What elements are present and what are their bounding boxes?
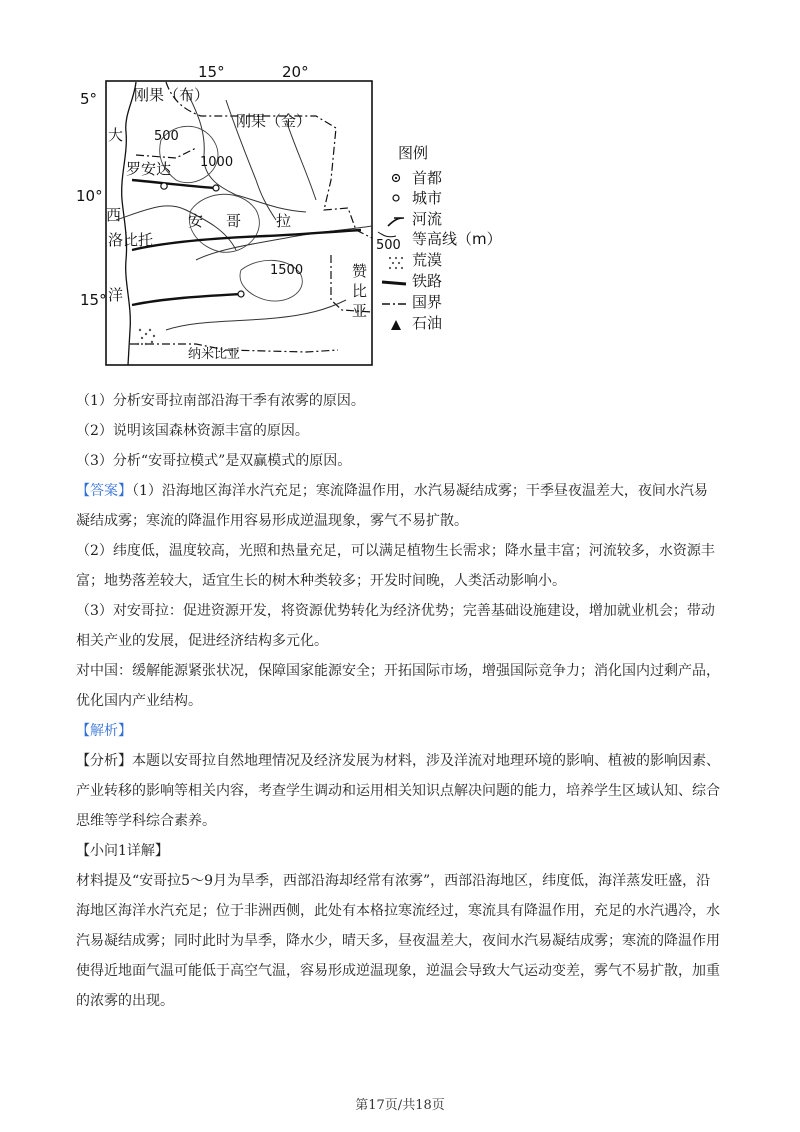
legend-label-city: 城市 bbox=[412, 189, 443, 207]
label-luanda: 罗安达 bbox=[126, 160, 172, 178]
river-5 bbox=[166, 300, 346, 330]
contour-label-500: 500 bbox=[154, 129, 179, 144]
legend-contour-value: 500 bbox=[376, 238, 401, 253]
lon-label-15: 15° bbox=[198, 63, 225, 81]
answer-line-6: 相关产业的发展，促进经济结构多元化。 bbox=[76, 633, 328, 649]
detail-line-4: 使得近地面气温可能低于高空气温，容易形成逆温现象，逆温会导致大气运动变差，雾气不易扩散，加重 bbox=[76, 963, 720, 979]
answer-line-7: 对中国：缓解能源紧张状况，保障国家能源安全；开拓国际市场，增强国际竞争力；消化国内过剩产品， bbox=[76, 663, 720, 679]
railway-1 bbox=[132, 180, 216, 188]
label-lobito: 洛比托 bbox=[108, 231, 154, 249]
label-zambia-1: 赞 bbox=[352, 262, 368, 280]
label-congo-b: 刚果（布） bbox=[134, 86, 210, 104]
railway-icon bbox=[382, 282, 406, 284]
answer-tag: 【答案】 bbox=[76, 483, 132, 499]
oil-icon bbox=[391, 320, 401, 330]
angola-map bbox=[76, 60, 516, 370]
label-zambia-3: 亚 bbox=[352, 302, 368, 320]
legend-label-contour: 等高线（m） bbox=[412, 230, 502, 248]
city-icon bbox=[393, 195, 399, 201]
railway-2 bbox=[132, 230, 361, 250]
detail-tag: 【小问1详解】 bbox=[76, 843, 169, 859]
map-figure bbox=[76, 60, 516, 370]
desert-icon bbox=[389, 257, 403, 269]
analysis-tag: 【解析】 bbox=[76, 723, 132, 739]
answer-line-3: （2）纬度低，温度较高，光照和热量充足，可以满足植物生长需求；降水量丰富；河流较多，水资源丰 bbox=[76, 543, 715, 559]
label-ocean-2: 西 bbox=[106, 206, 122, 224]
analysis-line-1: 【分析】本题以安哥拉自然地理情况及经济发展为材料，涉及洋流对地理环境的影响、植被的影响因素、 bbox=[76, 753, 720, 769]
legend-title: 图例 bbox=[398, 144, 429, 162]
analysis-line-3: 思维等学科综合素养。 bbox=[76, 813, 216, 829]
city-marker bbox=[238, 291, 244, 297]
legend-label-border: 国界 bbox=[412, 293, 443, 311]
legend-label-capital: 首都 bbox=[412, 169, 443, 187]
river-3 bbox=[286, 120, 316, 200]
answer-line-8: 优化国内产业结构。 bbox=[76, 693, 202, 709]
capital-marker bbox=[161, 183, 167, 189]
detail-line-2: 海地区海洋水汽充足；位于非洲西侧，此处有本格拉寒流经过，寒流具有降温作用，充足的水汽遇冷，水 bbox=[76, 903, 720, 919]
legend-label-oil: 石油 bbox=[412, 314, 443, 332]
answer-line-4: 富；地势落差较大，适宜生长的树木种类较多；开发时间晚，人类活动影响小。 bbox=[76, 573, 566, 589]
river-icon bbox=[388, 218, 404, 226]
question-3: （3）分析“安哥拉模式”是双赢模式的原因。 bbox=[76, 453, 352, 469]
label-angola-1: 安 bbox=[188, 212, 204, 230]
label-ocean-3: 洋 bbox=[108, 286, 124, 304]
border-north bbox=[136, 148, 196, 158]
contour-label-1000: 1000 bbox=[200, 155, 234, 170]
detail-line-5: 的浓雾的出现。 bbox=[76, 993, 174, 1009]
lat-label-15: 15° bbox=[80, 291, 107, 309]
question-1: （1）分析安哥拉南部沿海干季有浓雾的原因。 bbox=[76, 393, 365, 409]
river-1 bbox=[186, 90, 306, 212]
lat-label-10: 10° bbox=[76, 187, 103, 205]
answer-line-5: （3）对安哥拉：促进资源开发，将资源优势转化为经济优势；完善基础设施建设，增加就业机会；带动 bbox=[76, 603, 715, 619]
question-2: （2）说明该国森林资源丰富的原因。 bbox=[76, 423, 309, 439]
label-angola-2: 哥 bbox=[226, 212, 242, 230]
legend-label-desert: 荒漠 bbox=[412, 251, 443, 269]
lon-label-20: 20° bbox=[282, 63, 309, 81]
contour-icon bbox=[378, 232, 396, 237]
detail-line-1: 材料提及“安哥拉5～9月为旱季，西部沿海却经常有浓雾”，西部沿海地区，纬度低，海洋蒸发旺盛，沿 bbox=[76, 873, 711, 889]
railway-3 bbox=[132, 294, 241, 305]
city-marker bbox=[213, 185, 219, 191]
label-zambia-2: 比 bbox=[352, 282, 368, 300]
detail-line-3: 汽易凝结成雾；同时此时为旱季，降水少，晴天多，昼夜温差大，夜间水汽易凝结成雾；寒流的降温作用 bbox=[76, 933, 720, 949]
analysis-line-2: 产业转移的影响等相关内容，考查学生调动和运用相关知识点解决问题的能力，培养学生区域认知、综合 bbox=[76, 783, 720, 799]
legend-label-river: 河流 bbox=[412, 210, 443, 228]
map-legend bbox=[376, 144, 502, 332]
document-body bbox=[76, 386, 726, 1016]
legend-label-railway: 铁路 bbox=[412, 272, 443, 290]
label-ocean-1: 大 bbox=[108, 126, 124, 144]
coastline bbox=[122, 82, 136, 365]
lat-label-5: 5° bbox=[80, 90, 98, 108]
contour-label-1500: 1500 bbox=[270, 263, 304, 278]
answer-line-1 bbox=[76, 476, 726, 506]
desert-area bbox=[137, 329, 155, 345]
page-footer: 第17页/共18页 bbox=[355, 1098, 445, 1113]
label-namibia: 纳米比亚 bbox=[188, 347, 241, 362]
label-congo-k: 刚果（金） bbox=[236, 112, 312, 130]
answer-line-2: 凝结成雾；寒流的降温作用容易形成逆温现象，雾气不易扩散。 bbox=[76, 513, 468, 529]
label-angola-3: 拉 bbox=[276, 212, 292, 230]
answer-text-1: （1）沿海地区海洋水汽充足；寒流降温作用，水汽易凝结成雾；干季昼夜温差大，夜间水汽易 bbox=[132, 483, 708, 499]
